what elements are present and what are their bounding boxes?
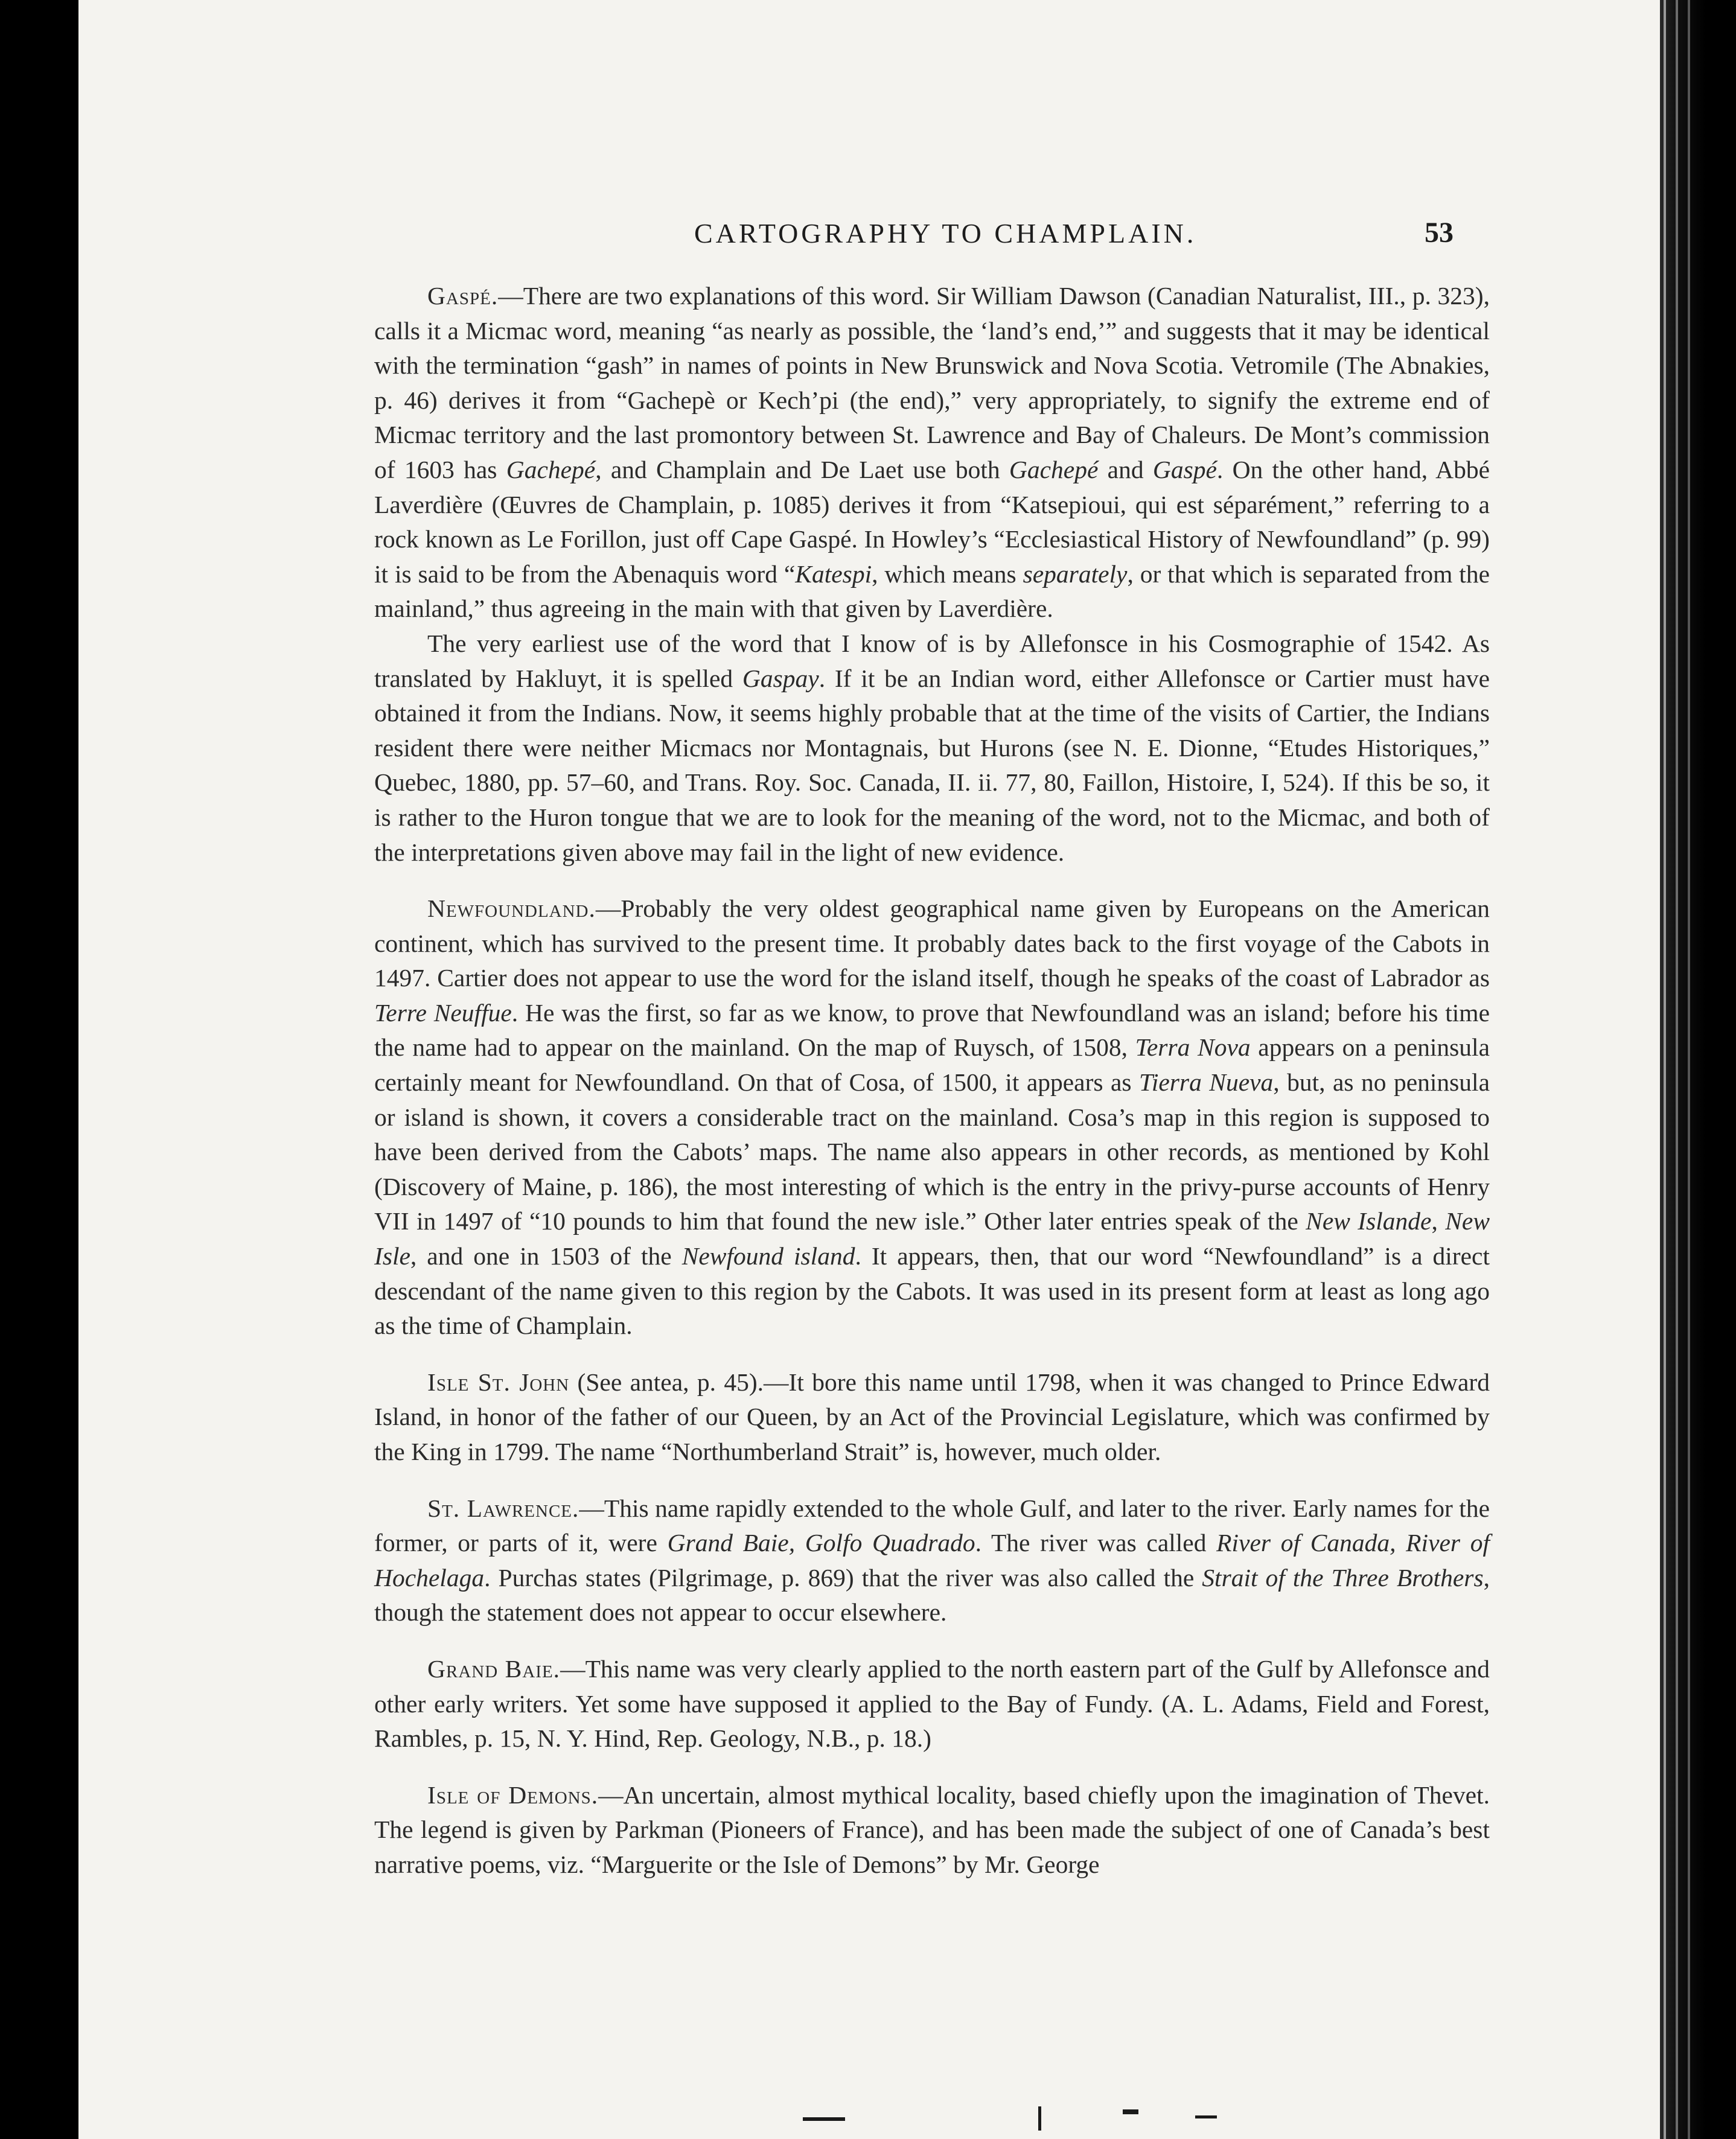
body-text [374, 279, 1490, 1882]
scan-artifact [1038, 2106, 1041, 2131]
paragraph-isle-st-john: Isle St. John (See antea, p. 45).—It bore this name until 1798, when it was changed to Prince Edward Island, in honor of the father of our Queen, by an Act of the Provincial Legislature, which was confirmed by the King in 1799. The name “Northumberland Strait” is, however, much older. [374, 1368, 1490, 1465]
entry-heading: Isle of Demons. [427, 1780, 599, 1809]
entry-heading: St. Lawrence. [427, 1494, 579, 1522]
page-edge-line [1664, 0, 1666, 2139]
paragraph-isle-of-demons: Isle of Demons.—An uncertain, almost mythical locality, based chiefly upon the imagination of Thevet. The legend is given by Parkman (Pioneers of France), and has been made the subject of one of Canada’s best narrative poems, viz. “Marguerite or the Isle of Demons” by Mr. George [374, 1780, 1490, 1878]
page-number: 53 [1425, 217, 1454, 249]
paragraph-gaspe-continued: The very earliest use of the word that I know of is by Allefonsce in his Cosmographie of 1542. As translated by Hakluyt, it is spelled Gaspay. If it be an Indian word, either Allefonsce or Cartier must have obtained it from the Indians. Now, it seems highly probable that at the time of the visits of Cartier, the Indians resident there were neither Micmacs nor Montagnais, but Hurons (see N. E. Dionne, “Etudes Historiques,” Quebec, 1880, pp. 57–60, and Trans. Roy. Soc. Canada, II. ii. 77, 80, Faillon, Histoire, I, 524). If this be so, it is rather to the Huron tongue that we are to look for the meaning of the word, not to the Micmac, and both of the interpretations given above may fail in the light of new evidence. [374, 629, 1490, 866]
page-edge-line [1688, 0, 1690, 2139]
paragraph-st-lawrence: St. Lawrence.—This name rapidly extended to the whole Gulf, and later to the river. Early names for the former, or parts of it, were Grand Baie, Golfo Quadrado. The river was called River of Canada, River of Hochelaga. Purchas states (Pilgrimage, p. 869) that the river was also called the Strait of the Three Brothers, though the statement does not appear to occur elsewhere. [374, 1494, 1490, 1627]
scan-artifact [803, 2117, 845, 2121]
scan-artifact [1123, 2109, 1138, 2114]
paragraph-gaspe: Gaspé.—There are two explanations of this word. Sir William Dawson (Canadian Naturalist, III., p. 323), calls it a Micmac word, meaning “as nearly as possible, the ‘land’s end,’” and suggests that it may be identical with the termination “gash” in names of points in New Brunswick and Nova Scotia. Vetromile (The Abnakies, p. 46) derives it from “Gachepè or Kech’pi (the end),” very appropriately, to signify the extreme end of Micmac territory and the last promontory between St. Lawrence and Bay of Chaleurs. De Mont’s commission of 1603 has Gachepé, and Champlain and De Laet use both Gachepé and Gaspé. On the other hand, Abbé Laverdière (Œuvres de Champlain, p. 1085) derives it from “Katsepioui, qui est séparément,” referring to a rock known as Le Forillon, just off Cape Gaspé. In Howley’s “Ecclesiastical History of Newfoundland” (p. 99) it is said to be from the Abenaquis word “Katespi, which means separately, or that which is separated from the mainland,” thus agreeing in the main with that given by Laverdière. [374, 282, 1490, 623]
entry-heading: Grand Baie. [427, 1654, 561, 1683]
paragraph-newfoundland: Newfoundland.—Probably the very oldest geographical name given by Europeans on the American continent, which has survived to the present time. It probably dates back to the first voyage of the Cabots in 1497. Cartier does not appear to use the word for the island itself, though he speaks of the coast of Labrador as Terre Neuffue. He was the first, so far as we know, to prove that Newfoundland was an island; before his time the name had to appear on the mainland. On the map of Ruysch, of 1508, Terra Nova appears on a peninsula certainly meant for Newfoundland. On that of Cosa, of 1500, it appears as Tierra Nueva, but, as no peninsula or island is shown, it covers a considerable tract on the mainland. Cosa’s map in this region is supposed to have been derived from the Cabots’ maps. The name also appears in other records, as mentioned by Kohl (Discovery of Maine, p. 186), the most interesting of which is the entry in the privy-purse accounts of Henry VII in 1497 of “10 pounds to him that found the new isle.” Other later entries speak of the New Islande, New Isle, and one in 1503 of the Newfound island. It appears, then, that our word “Newfoundland” is a direct descendant of the name given to this region by the Cabots. It was used in its present form at least as long ago as the time of Champlain. [374, 894, 1490, 1340]
entry-heading: Isle St. John [427, 1368, 570, 1396]
paragraph-grand-baie: Grand Baie.—This name was very clearly applied to the north eastern part of the Gulf by Allefonsce and other early writers. Yet some have supposed it applied to the Bay of Fundy. (A. L. Adams, Field and Forest, Rambles, p. 15, N. Y. Hind, Rep. Geology, N.B., p. 18.) [374, 1654, 1490, 1753]
page-edge-line [1676, 0, 1678, 2139]
entry-heading: Gaspé. [427, 282, 499, 310]
running-head: CARTOGRAPHY TO CHAMPLAIN. [694, 218, 1197, 249]
scan-artifact [1195, 2115, 1217, 2118]
page-edge-shadow [1660, 0, 1736, 2139]
entry-heading: Newfoundland. [427, 894, 596, 923]
